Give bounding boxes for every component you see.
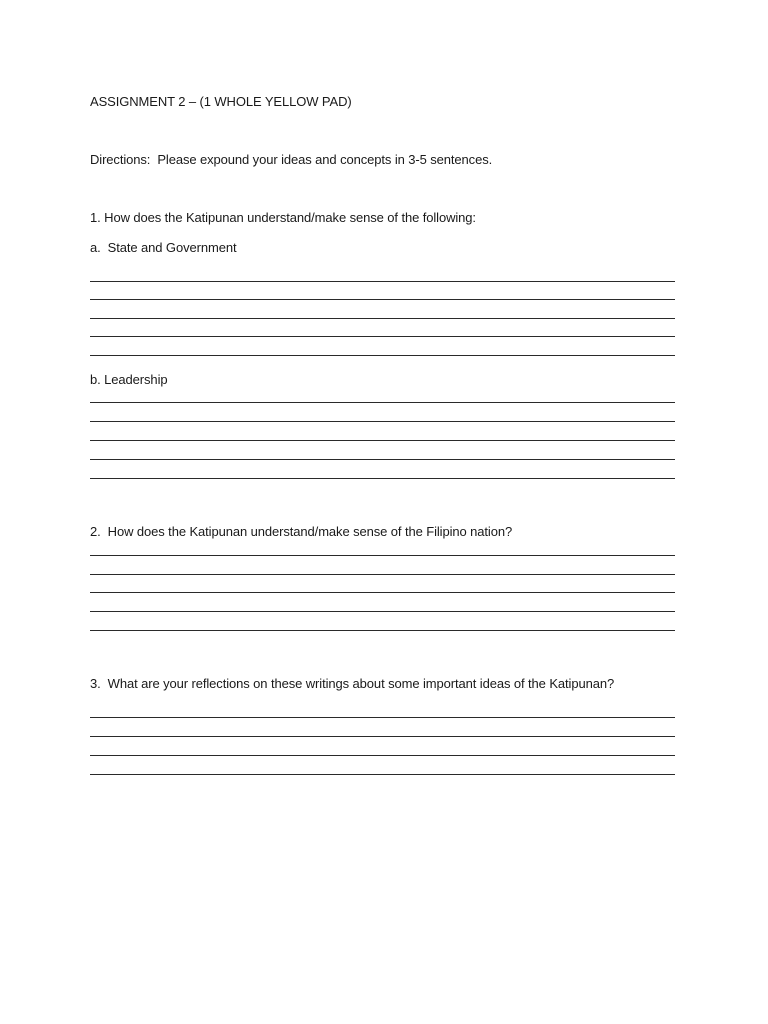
answer-line [90, 630, 675, 631]
answer-line [90, 611, 675, 612]
answer-line [90, 555, 675, 556]
answer-line [90, 774, 675, 775]
question-2-text: 2. How does the Katipunan understand/make sense of the Filipino nation? [90, 524, 513, 539]
answer-line [90, 574, 675, 575]
question-1b-label: b. Leadership [90, 372, 168, 387]
answer-line [90, 717, 675, 718]
assignment-title: ASSIGNMENT 2 – (1 WHOLE YELLOW PAD) [90, 94, 352, 109]
answer-line [90, 478, 675, 479]
answer-line [90, 421, 675, 422]
answer-line [90, 402, 675, 403]
answer-line [90, 336, 675, 337]
directions-text: Directions: Please expound your ideas and concepts in 3-5 sentences. [90, 152, 493, 167]
question-3-text: 3. What are your reflections on these writings about some important ideas of the Katipunan? [90, 676, 615, 691]
question-1-text: 1. How does the Katipunan understand/make sense of the following: [90, 210, 476, 225]
answer-line [90, 755, 675, 756]
answer-line [90, 318, 675, 319]
answer-line [90, 355, 675, 356]
answer-line [90, 281, 675, 282]
answer-line [90, 592, 675, 593]
question-1a-label: a. State and Government [90, 240, 237, 255]
answer-line [90, 736, 675, 737]
answer-line [90, 299, 675, 300]
answer-line [90, 440, 675, 441]
answer-line [90, 459, 675, 460]
